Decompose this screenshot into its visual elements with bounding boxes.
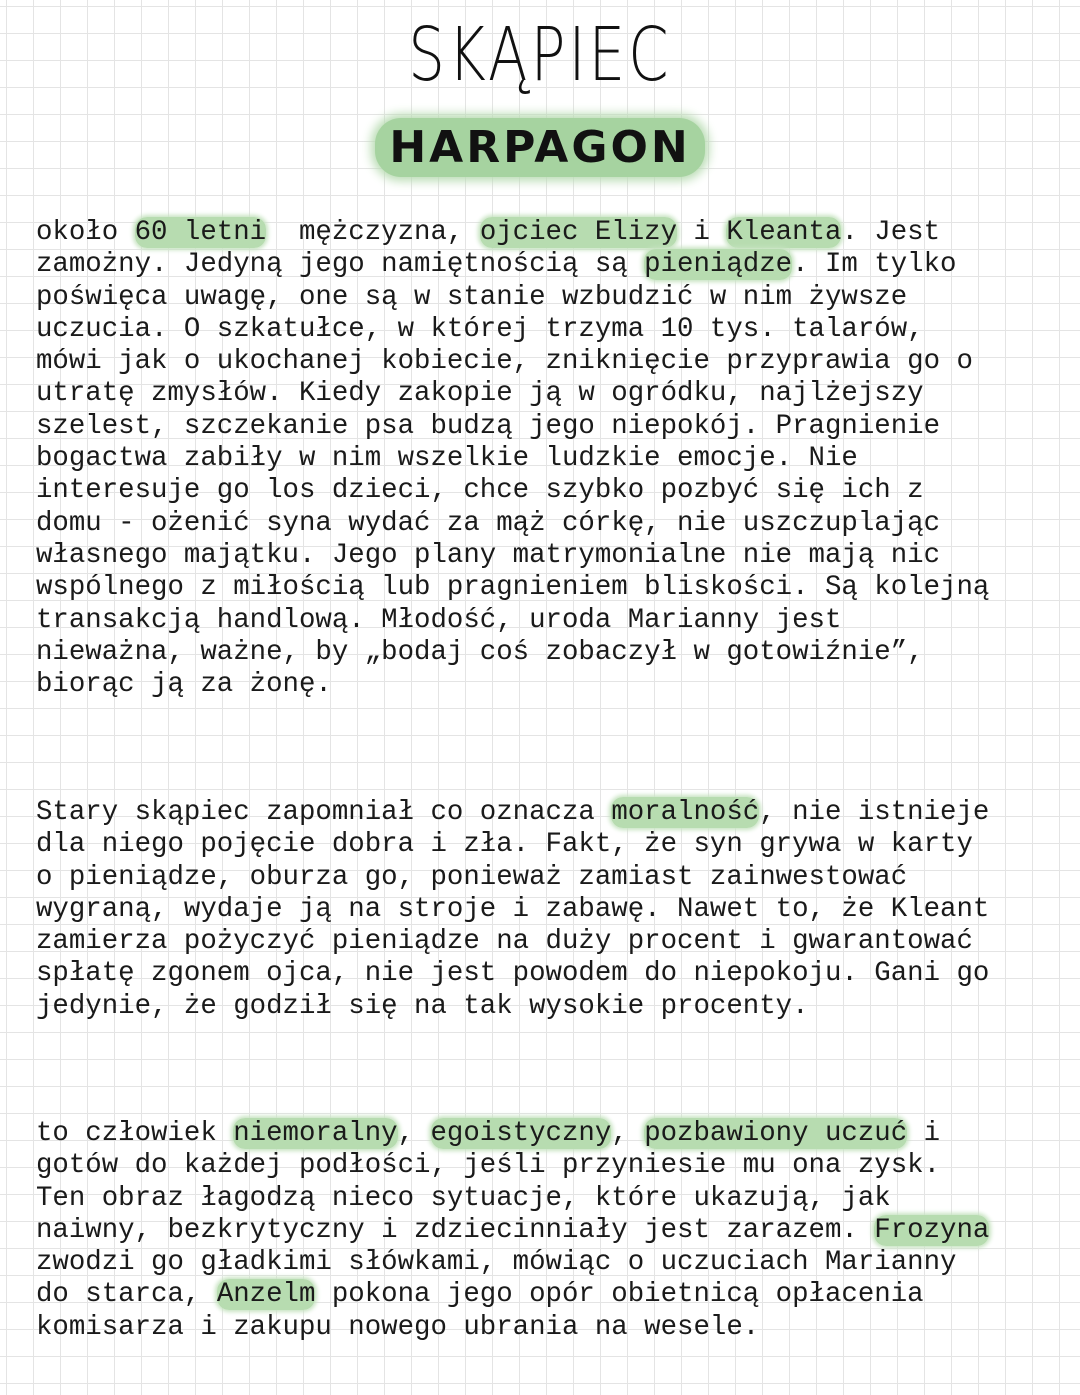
text-segment: interesuje go los dzieci, chce szybko pozbyć się ich z bbox=[36, 475, 924, 507]
highlighted-phrase: Kleanta bbox=[726, 217, 842, 248]
highlighted-phrase: ojciec Elizy bbox=[479, 217, 678, 248]
text-line bbox=[36, 443, 858, 474]
text-line bbox=[36, 249, 956, 280]
text-segment: do starca, bbox=[36, 1279, 217, 1311]
highlighted-phrase: pieniądze bbox=[644, 249, 793, 281]
text-segment: dla niego pojęcie dobra i zła. Fakt, że syn grywa w karty bbox=[36, 829, 973, 861]
text-segment: pokona jego opór obietnicą opłacenia bbox=[315, 1279, 924, 1311]
text-segment: bogactwa zabiły w nim wszelkie ludzkie emocje. Nie bbox=[36, 443, 858, 475]
text-line bbox=[36, 1215, 989, 1246]
text-segment: i bbox=[677, 217, 727, 248]
text-segment: wygraną, wydaje ją na stroje i zabawę. Nawet to, że Kleant bbox=[36, 893, 990, 925]
text-line bbox=[36, 508, 940, 539]
text-segment: spłatę zgonem ojca, nie jest powodem do niepokoju. Gani go bbox=[36, 958, 990, 990]
text-line bbox=[36, 378, 924, 409]
text-segment: zamierza pożyczyć pieniądze na duży procent i gwarantować bbox=[36, 926, 973, 958]
highlighted-phrase: egoistyczny bbox=[430, 1118, 612, 1149]
text-line bbox=[36, 475, 924, 506]
text-line bbox=[36, 829, 973, 860]
highlighted-phrase: Anzelm bbox=[216, 1279, 316, 1311]
text-line bbox=[36, 1279, 924, 1310]
text-segment: utratę zmysłów. Kiedy zakopie ją w ogródku, najlżejszy bbox=[36, 378, 924, 410]
text-segment: około bbox=[36, 217, 135, 248]
text-segment: zwodzi go gładkimi słówkami, mówiąc o uczuciach Marianny bbox=[36, 1247, 957, 1279]
subtitle-wrap bbox=[0, 118, 1080, 177]
text-segment: mówi jak o ukochanej kobiecie, zniknięcie przyprawia go o bbox=[36, 346, 973, 378]
text-segment: wspólnego z miłością lub pragnieniem bliskości. Są kolejną bbox=[36, 572, 990, 604]
paragraph-1 bbox=[36, 217, 1056, 701]
highlighted-phrase: moralność bbox=[611, 797, 760, 828]
text-line bbox=[36, 605, 841, 636]
subtitle-highlighted: HARPAGON bbox=[375, 118, 704, 177]
text-line bbox=[36, 1183, 891, 1214]
text-line bbox=[36, 669, 332, 700]
text-segment: i bbox=[907, 1118, 941, 1149]
text-segment: transakcją handlową. Młodość, uroda Marianny jest bbox=[36, 604, 842, 636]
text-segment: poświęca uwagę, one są w stanie wzbudzić w nim żywsze bbox=[36, 281, 908, 313]
paragraph-3 bbox=[36, 1118, 1056, 1344]
text-segment: to człowiek bbox=[36, 1118, 234, 1149]
text-segment: Ten obraz łagodzą nieco sytuacje, które ukazują, jak bbox=[36, 1182, 891, 1214]
text-segment: , bbox=[611, 1118, 645, 1149]
text-line bbox=[36, 572, 989, 603]
text-line bbox=[36, 282, 907, 313]
text-segment: . Jest bbox=[841, 217, 941, 248]
text-line bbox=[36, 1312, 759, 1343]
text-segment: naiwny, bezkrytyczny i zdziecinniały jest zarazem. bbox=[36, 1214, 875, 1246]
page-title: SKĄPIEC bbox=[408, 12, 672, 98]
text-segment: , bbox=[397, 1118, 431, 1149]
text-segment: jedynie, że godził się na tak wysokie procenty. bbox=[36, 990, 809, 1022]
text-segment: domu - ożenić syna wydać za mąż córkę, nie uszczuplając bbox=[36, 507, 941, 539]
text-line bbox=[36, 540, 940, 571]
text-segment: gotów do każdej podłości, jeśli przyniesie mu ona zysk. bbox=[36, 1150, 941, 1182]
text-segment: własnego majątku. Jego plany matrymonialne nie mają nic bbox=[36, 539, 941, 571]
text-segment: biorąc ją za żonę. bbox=[36, 669, 332, 701]
text-segment: . Im tylko bbox=[792, 249, 957, 281]
text-line bbox=[36, 1247, 956, 1278]
highlighted-phrase: Frozyna bbox=[874, 1214, 990, 1246]
text-segment: nieważna, ważne, by „bodaj coś zobaczył w gotowiźnie”, bbox=[36, 636, 924, 668]
text-line bbox=[36, 637, 924, 668]
text-line bbox=[36, 862, 907, 893]
text-segment: , nie istnieje bbox=[759, 797, 990, 828]
text-line bbox=[36, 894, 989, 925]
text-line bbox=[36, 1118, 940, 1149]
highlighted-phrase: pozbawiony uczuć bbox=[644, 1118, 908, 1149]
text-line bbox=[36, 958, 989, 989]
text-line bbox=[36, 797, 989, 828]
highlighted-phrase: 60 letni bbox=[134, 217, 267, 248]
text-segment: mężczyzna, bbox=[266, 217, 480, 248]
text-segment: zamożny. Jedyną jego namiętnością są bbox=[36, 249, 645, 281]
text-line bbox=[36, 346, 973, 377]
text-segment: komisarza i zakupu nowego ubrania na wesele. bbox=[36, 1311, 760, 1343]
paragraph-2 bbox=[36, 797, 1056, 1023]
text-segment: uczucia. O szkatułce, w której trzyma 10 tys. talarów, bbox=[36, 313, 924, 345]
text-segment: o pieniądze, oburza go, ponieważ zamiast zainwestować bbox=[36, 861, 908, 893]
text-line bbox=[36, 411, 940, 442]
text-line bbox=[36, 217, 940, 248]
text-segment: szelest, szczekanie psa budzą jego niepokój. Pragnienie bbox=[36, 410, 941, 442]
highlighted-phrase: niemoralny bbox=[233, 1118, 398, 1149]
text-line bbox=[36, 991, 809, 1022]
text-line bbox=[36, 314, 924, 345]
text-line bbox=[36, 926, 973, 957]
text-line bbox=[36, 1150, 940, 1181]
text-segment: Stary skąpiec zapomniał co oznacza bbox=[36, 797, 612, 828]
